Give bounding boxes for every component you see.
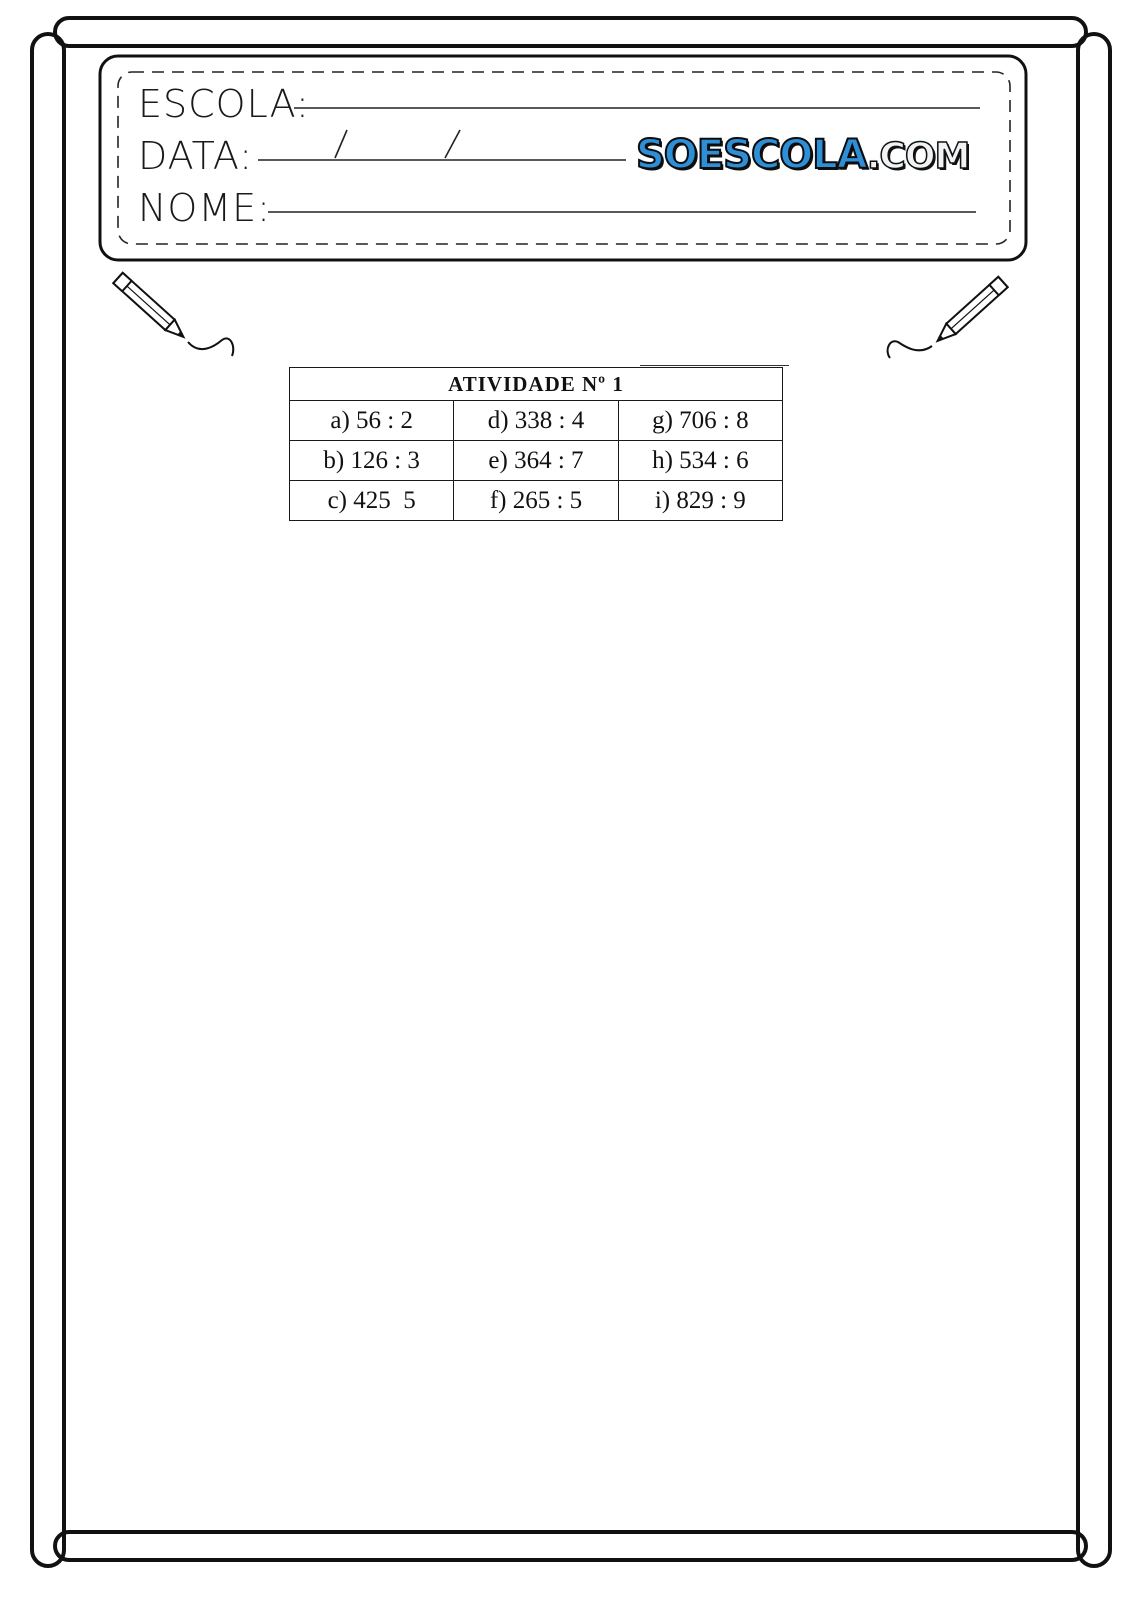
- date-separator-1: [333, 124, 343, 159]
- exercise-e: e) 364 : 7: [454, 441, 618, 481]
- pencil-scribble-left: [188, 338, 233, 356]
- table-row: [290, 481, 783, 521]
- pencil-scribble-right: [888, 341, 932, 358]
- exercise-d: d) 338 : 4: [454, 401, 618, 441]
- exercise-c: c) 425 5: [290, 481, 454, 521]
- table-row: [290, 441, 783, 481]
- pencil-icon: [933, 277, 1008, 346]
- table-row: [290, 401, 783, 441]
- logo-domain: .COM: [866, 136, 970, 177]
- pencil-icon: [113, 273, 188, 342]
- date-separator-2: [443, 124, 453, 159]
- exercise-b: b) 126 : 3: [290, 441, 454, 481]
- exercise-i: i) 829 : 9: [618, 481, 782, 521]
- exercise-a: a) 56 : 2: [290, 401, 454, 441]
- exercise-h: h) 534 : 6: [618, 441, 782, 481]
- site-logo: [636, 132, 969, 180]
- activity-table: [289, 367, 783, 521]
- school-label: ESCOLA:: [138, 82, 310, 126]
- exercise-g: g) 706 : 8: [618, 401, 782, 441]
- activity-title: ATIVIDADE Nº 1: [290, 368, 783, 401]
- divider-line: [640, 365, 789, 366]
- logo-text: SOESCOLA: [636, 132, 867, 178]
- name-label: NOME:: [138, 186, 271, 230]
- date-label: DATA:: [138, 134, 254, 178]
- exercise-f: f) 265 : 5: [454, 481, 618, 521]
